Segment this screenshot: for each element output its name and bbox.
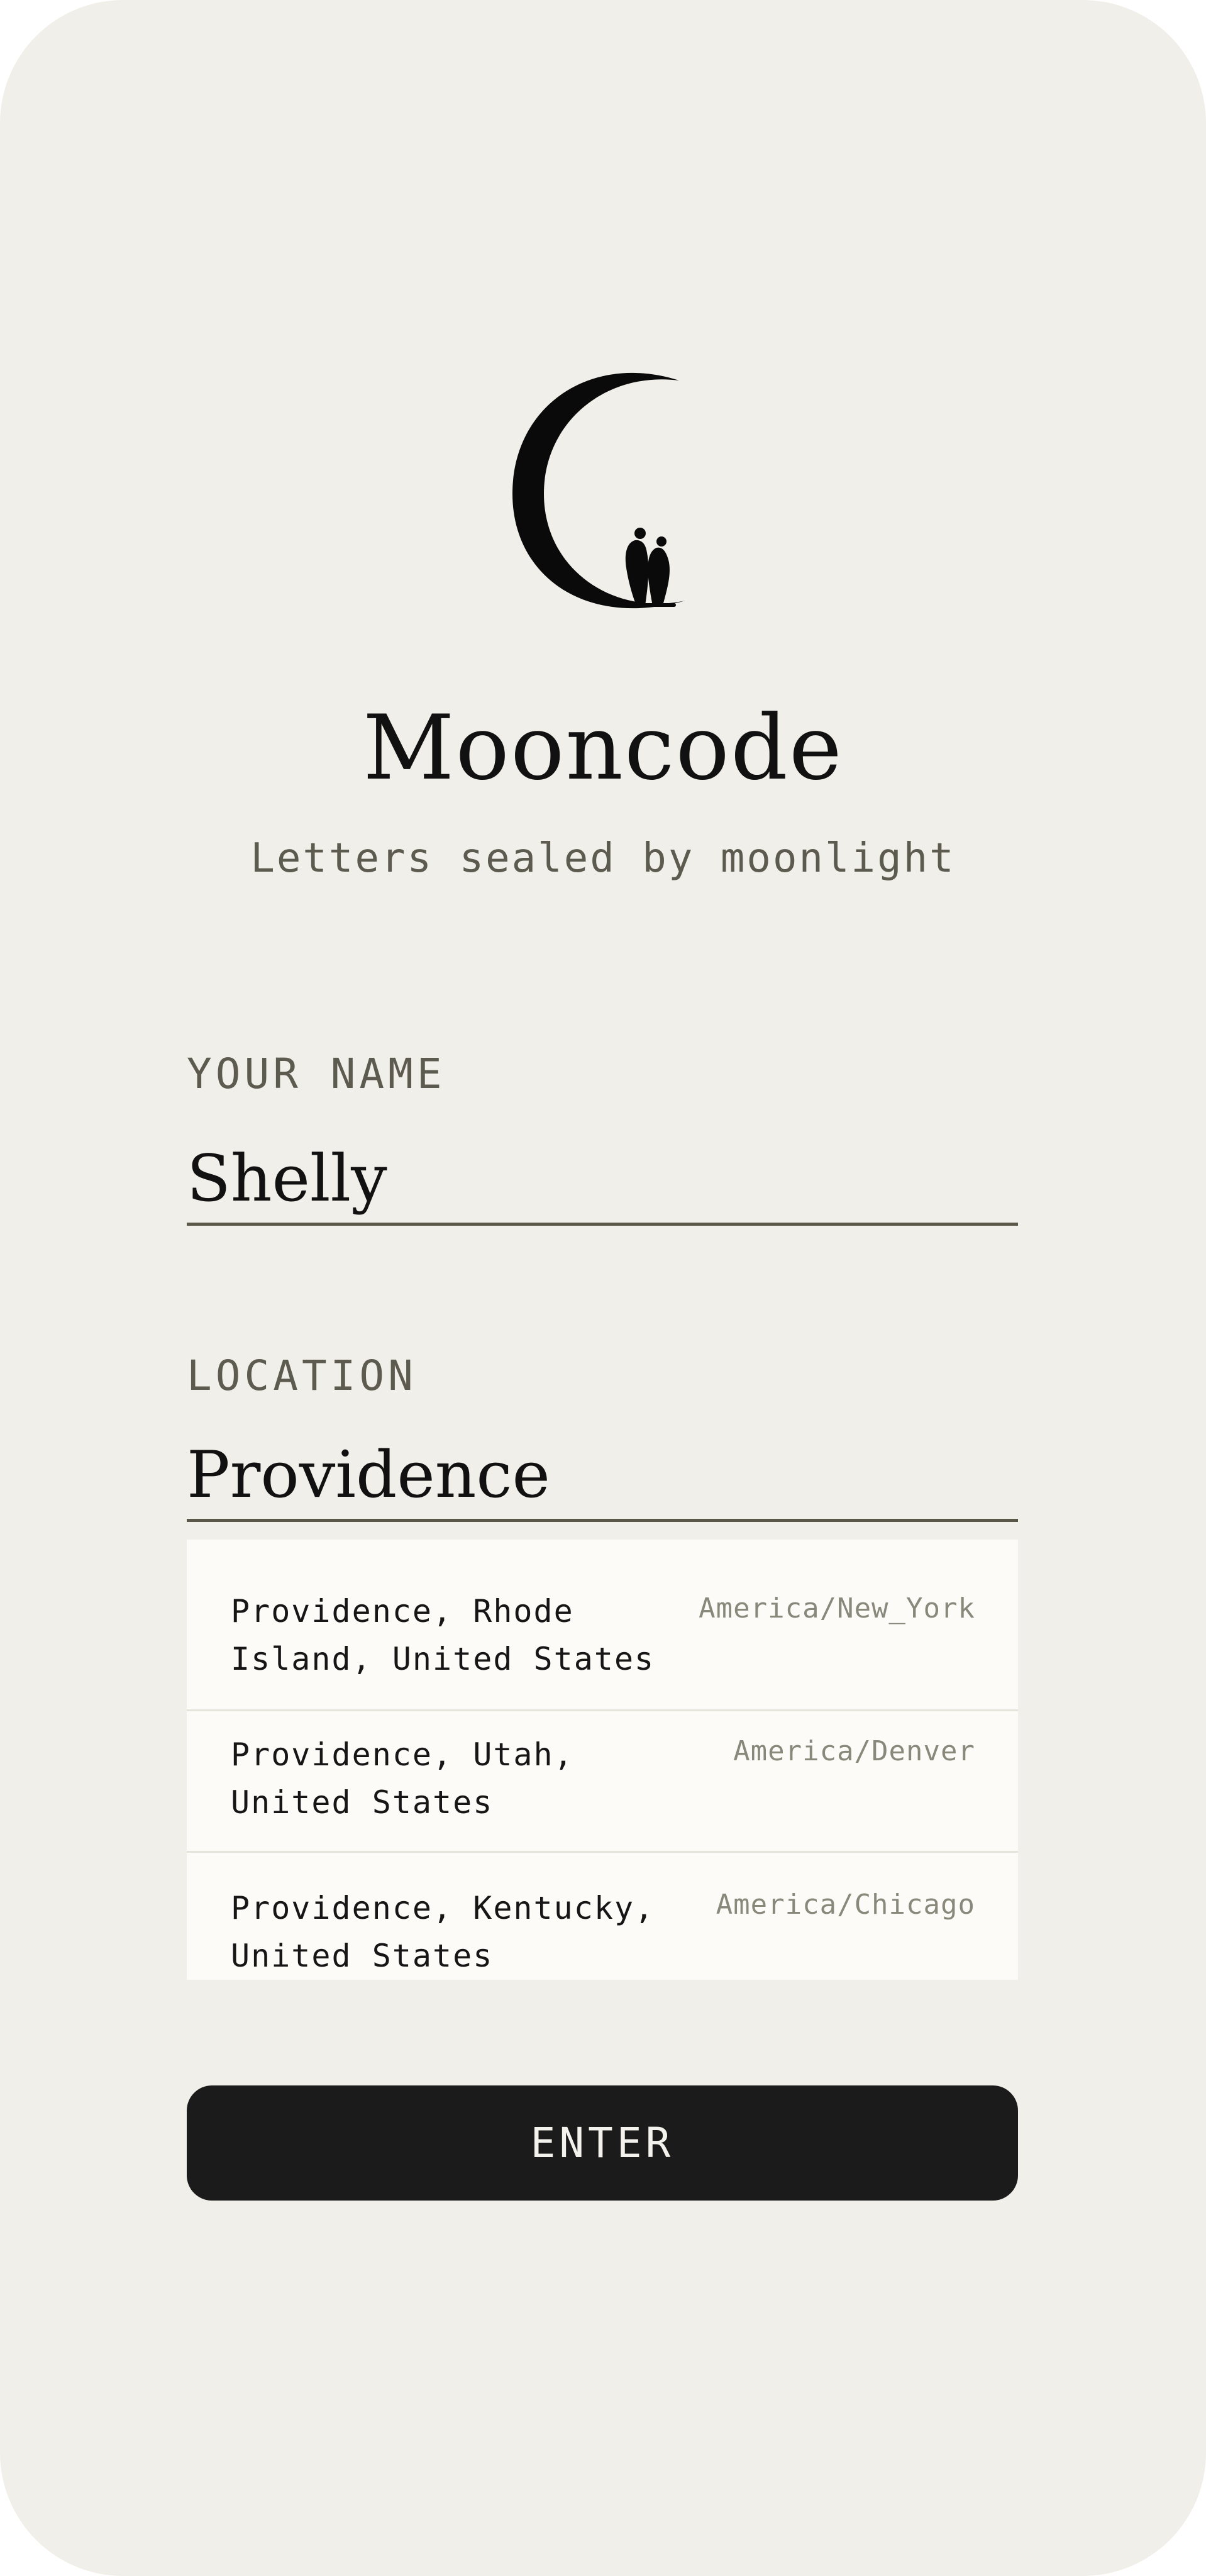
- app-tagline: Letters sealed by moonlight: [250, 835, 956, 882]
- location-suggestions-dropdown: [187, 1540, 1018, 1980]
- location-input[interactable]: [187, 1431, 1018, 1519]
- suggestion-timezone: America/New_York: [699, 1592, 975, 1624]
- location-suggestion-option[interactable]: [187, 1853, 1018, 1980]
- suggestion-timezone: America/Chicago: [716, 1889, 975, 1921]
- location-input-underline: [187, 1519, 1018, 1522]
- name-input[interactable]: [187, 1135, 1018, 1223]
- name-input-underline: [187, 1223, 1018, 1226]
- suggestion-timezone: America/Denver: [733, 1735, 975, 1767]
- suggestion-place: Providence, Utah, United States: [231, 1736, 574, 1821]
- location-suggestion-option[interactable]: [187, 1711, 1018, 1851]
- app-title: Mooncode: [363, 696, 843, 800]
- crescent-moon-couple-icon: [497, 368, 711, 626]
- enter-button[interactable]: ENTER: [187, 2085, 1018, 2201]
- location-suggestion-option[interactable]: [187, 1540, 1018, 1709]
- suggestion-place: Providence, Rhode Island, United States: [231, 1593, 655, 1677]
- name-field-label: YOUR NAME: [187, 1050, 446, 1098]
- suggestion-place: Providence, Kentucky, United States: [231, 1890, 655, 1974]
- location-field-label: LOCATION: [187, 1352, 417, 1400]
